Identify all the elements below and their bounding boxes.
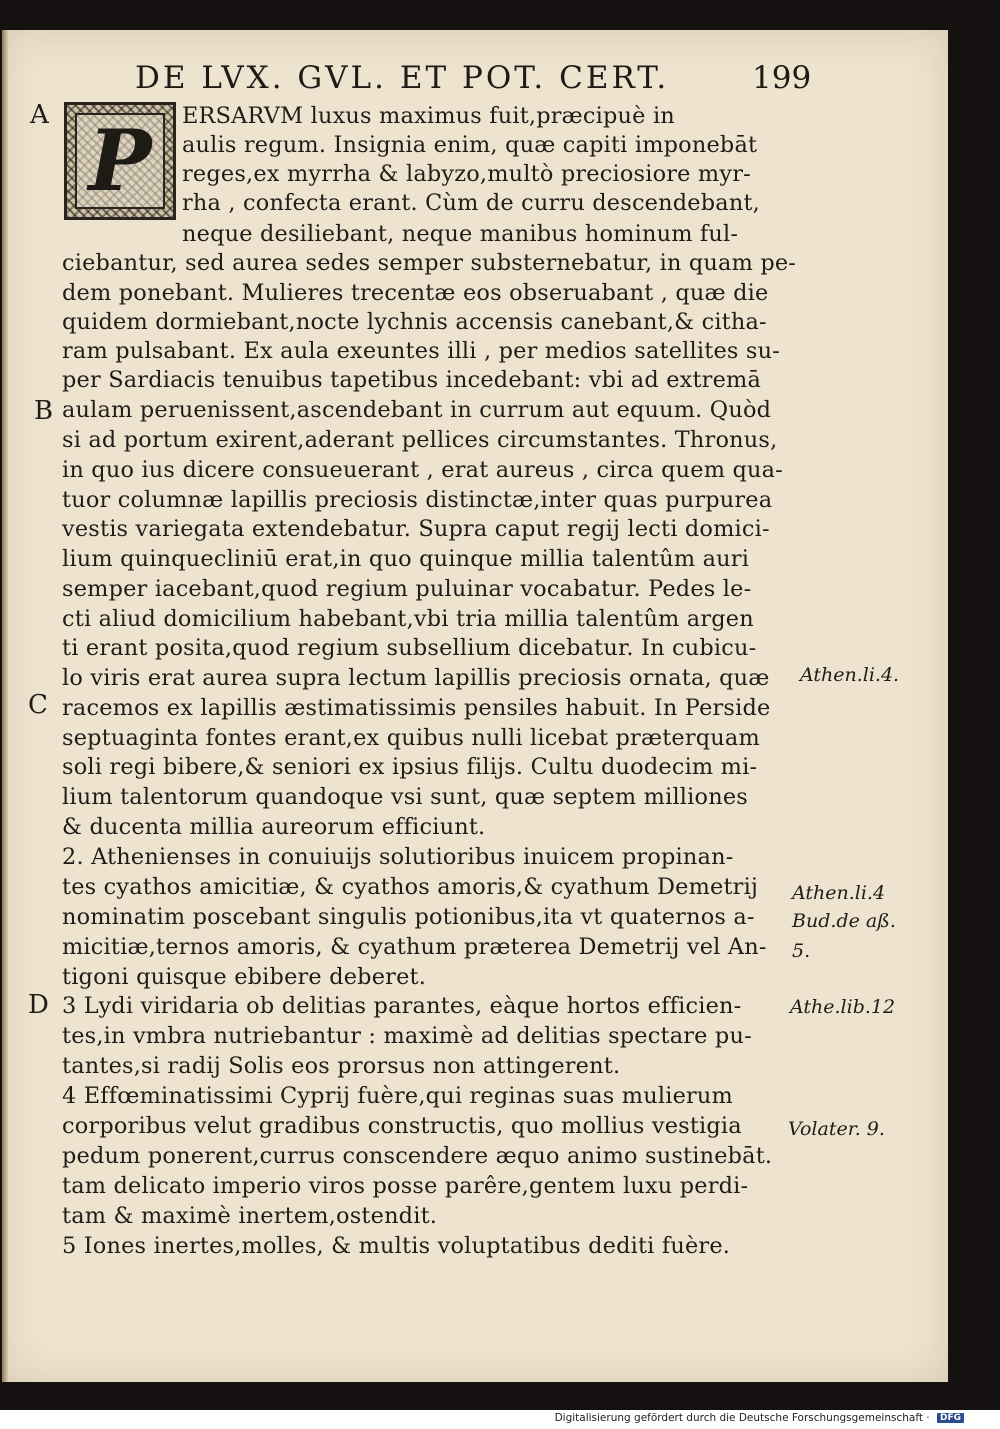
text-line: 4 Effœminatissimi Cyprij fuère,qui reginas suas mulierum: [62, 1083, 733, 1109]
text-line: tes,in vmbra nutriebantur : maximè ad delitias spectare pu-: [62, 1023, 752, 1049]
marginal-note: 5.: [792, 940, 811, 962]
text-line: neque desiliebant, neque manibus hominum ful-: [182, 221, 739, 247]
digitization-credit: [555, 1412, 964, 1424]
marginal-note: Volater. 9.: [788, 1118, 885, 1140]
drop-cap-initial: [64, 102, 176, 220]
text-line: 3 Lydi viridaria ob delitias parantes, eàque hortos efficien-: [62, 993, 742, 1019]
page-number: 199: [752, 60, 812, 96]
marginal-note: Athen.li.4.: [800, 664, 900, 686]
text-line: lo viris erat aurea supra lectum lapillis preciosis ornata, quæ: [62, 665, 770, 691]
text-line: aulam peruenissent,ascendebant in currum aut equum. Quòd: [62, 397, 772, 423]
text-line: si ad portum exirent,aderant pellices circumstantes. Thronus,: [62, 427, 778, 453]
text-line: nominatim poscebant singulis potionibus,ita vt quaternos a-: [62, 904, 755, 930]
drop-cap-letter: P: [75, 113, 165, 209]
text-line: soli regi bibere,& seniori ex ipsius filijs. Cultu duodecim mi-: [62, 754, 758, 780]
dfg-logo: DFG: [937, 1413, 964, 1423]
text-line: tes cyathos amicitiæ, & cyathos amoris,& cyathum Demetrij: [62, 874, 759, 900]
text-line: 5 Iones inertes,molles, & multis voluptatibus dediti fuère.: [62, 1233, 731, 1259]
section-letter-b: B: [34, 396, 54, 426]
text-line: per Sardiacis tenuibus tapetibus incedebant: vbi ad extremā: [62, 367, 761, 393]
text-line: tuor columnæ lapillis preciosis distinctæ,inter quas purpurea: [62, 487, 773, 513]
running-head: DE LVX. GVL. ET POT. CERT.: [135, 60, 670, 96]
text-line: corporibus velut gradibus constructis, quo mollius vestigia: [62, 1113, 742, 1139]
section-letter-c: C: [28, 690, 48, 720]
text-line: & ducenta millia aureorum efficiunt.: [62, 814, 486, 840]
text-line: septuaginta fontes erant,ex quibus nulli licebat præterquam: [62, 725, 760, 751]
text-line: ram pulsabant. Ex aula exeuntes illi , per medios satellites su-: [62, 338, 780, 364]
text-line: ciebantur, sed aurea sedes semper substernebatur, in quam pe-: [62, 250, 797, 276]
marginal-note: Bud.de aß.: [792, 910, 896, 932]
text-line: tantes,si radij Solis eos prorsus non attingerent.: [62, 1053, 621, 1079]
section-letter-d: D: [28, 990, 49, 1020]
text-line: dem ponebant. Mulieres trecentæ eos obseruabant , quæ die: [62, 280, 769, 306]
marginal-note: Athe.lib.12: [790, 996, 896, 1018]
text-line: in quo ius dicere consueuerant , erat aureus , circa quem qua-: [62, 457, 783, 483]
page-binding-edge: [2, 30, 8, 1382]
text-line: tam & maximè inertem,ostendit.: [62, 1203, 438, 1229]
text-line: vestis variegata extendebatur. Supra caput regij lecti domici-: [62, 516, 770, 542]
text-line: cti aliud domicilium habebant,vbi tria millia talentûm argen: [62, 606, 754, 632]
text-line: ERSARVM luxus maximus fuit,præcipuè in: [182, 103, 675, 129]
text-line: tigoni quisque ebibere deberet.: [62, 964, 427, 990]
text-line: quidem dormiebant,nocte lychnis accensis canebant,& citha-: [62, 309, 767, 335]
text-line: ti erant posita,quod regium subsellium dicebatur. In cubicu-: [62, 635, 757, 661]
text-line: tam delicato imperio viros posse parêre,gentem luxu perdi-: [62, 1173, 749, 1199]
text-line: aulis regum. Insignia enim, quæ capiti imponebāt: [182, 132, 758, 158]
text-line: rha , confecta erant. Cùm de curru descendebant,: [182, 190, 760, 216]
section-letter-a: A: [30, 100, 49, 130]
text-line: 2. Athenienses in conuiuijs solutioribus inuicem propinan-: [62, 844, 734, 870]
credit-text: Digitalisierung gefördert durch die Deutsche Forschungsgemeinschaft ·: [554, 1412, 930, 1424]
text-line: racemos ex lapillis æstimatissimis pensiles habuit. In Perside: [62, 695, 771, 721]
text-line: pedum ponerent,currus conscendere æquo animo sustinebāt.: [62, 1143, 773, 1169]
marginal-note: Athen.li.4: [792, 882, 886, 904]
text-line: micitiæ,ternos amoris, & cyathum præterea Demetrij vel An-: [62, 934, 767, 960]
text-line: lium talentorum quandoque vsi sunt, quæ septem milliones: [62, 784, 748, 810]
text-line: semper iacebant,quod regium puluinar vocabatur. Pedes le-: [62, 576, 752, 602]
text-line: reges,ex myrrha & labyzo,multò preciosiore myr-: [182, 161, 751, 187]
text-line: lium quinquecliniū erat,in quo quinque millia talentûm auri: [62, 546, 750, 572]
